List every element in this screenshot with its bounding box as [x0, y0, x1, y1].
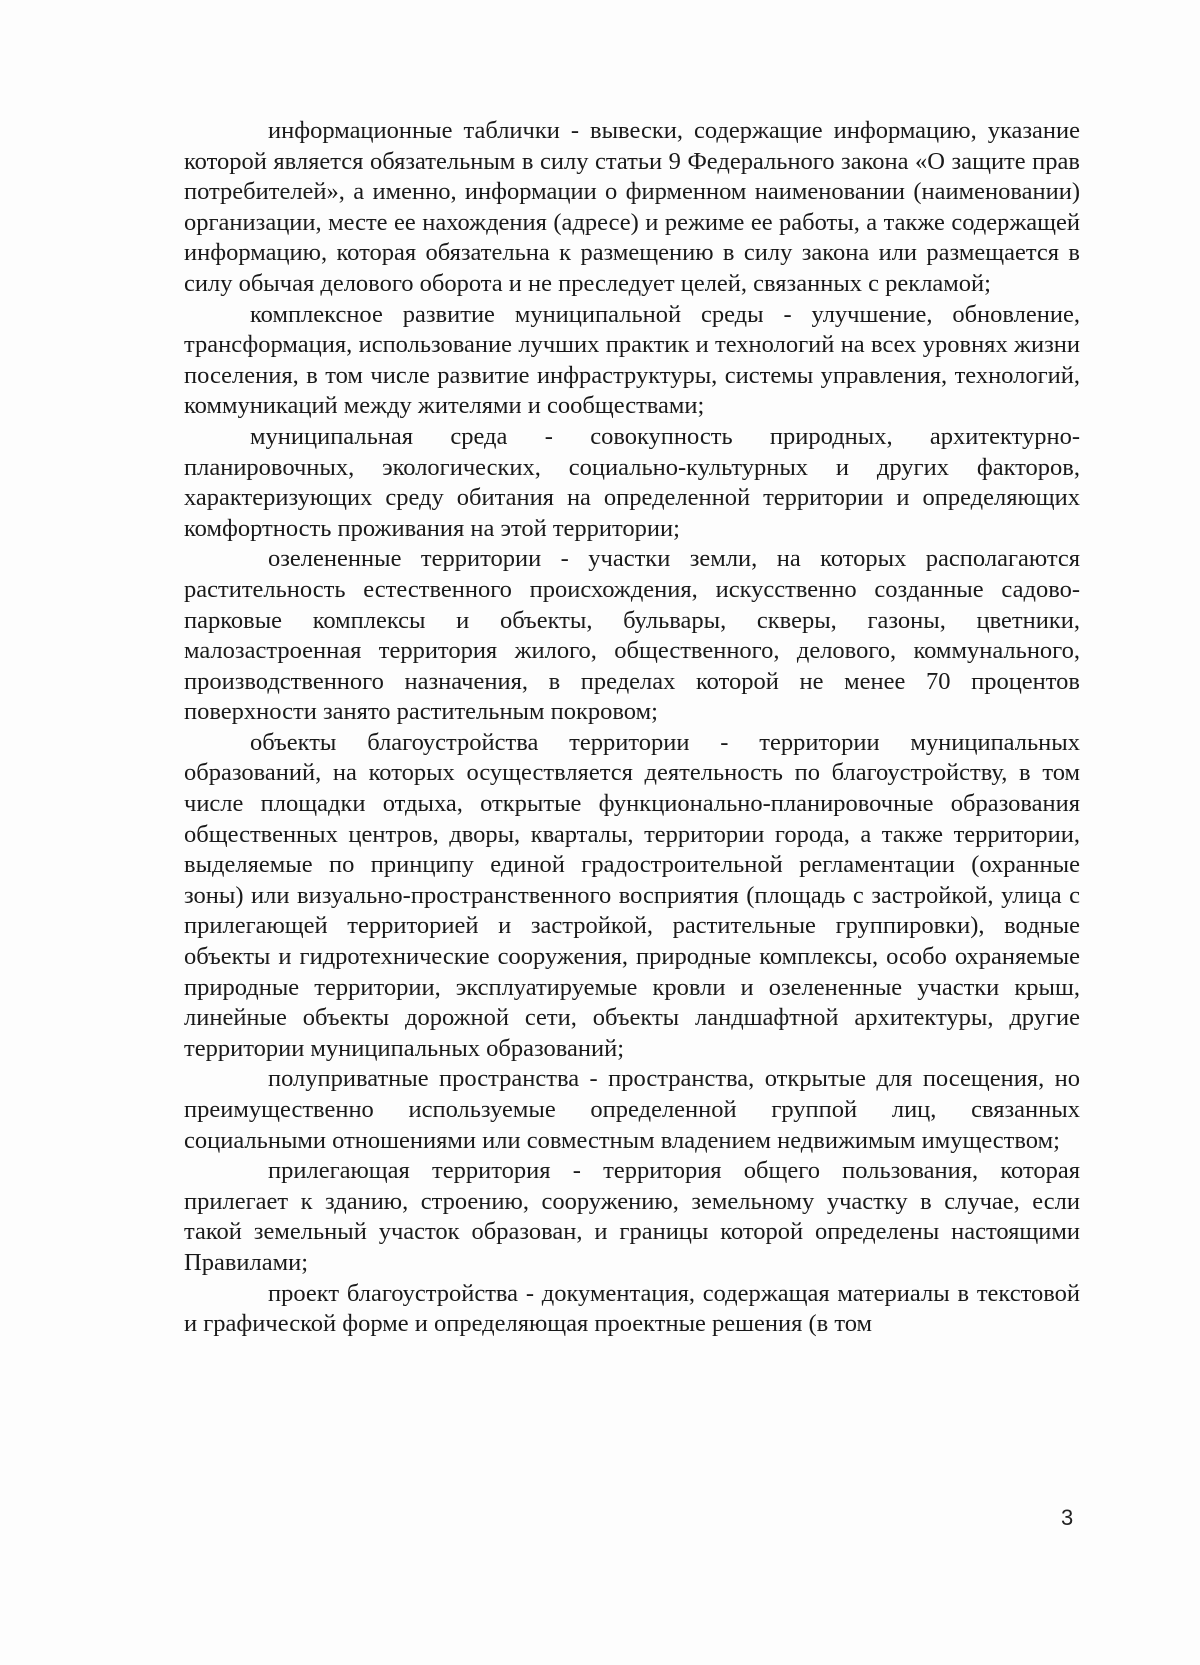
paragraph-green-territories: озелененные территории - участки земли, на которых располагаются растительность естественного происхождения, искусственно созданные садово-парковые комплексы и объекты, бульвары, скверы, газоны, цветники, малозастроенная территория жилого, общественного, делового, коммунального, производственного назначения, в пределах которой не менее 70 процентов поверхности занято растительным покровом;: [184, 545, 1080, 726]
paragraph-complex-development: комплексное развитие муниципальной среды - улучшение, обновление, трансформация, использование лучших практик и технологий на всех уровнях жизни поселения, в том числе развитие инфраструктуры, системы управления, технологий, коммуникаций между жителями и сообществами;: [184, 300, 1080, 420]
document-body: [184, 116, 1080, 1340]
paragraph-improvement-objects: объекты благоустройства территории - территории муниципальных образований, на которых осуществляется деятельность по благоустройству, в том числе площадки отдыха, открытые функционально-планировочные образования общественных центров, дворы, кварталы, территории города, а также территории, выделяемые по принципу единой градостроительной регламентации (охранные зоны) или визуально-пространственного восприятия (площадь с застройкой, улица с прилегающей территорией и застройкой, растительные группировки), водные объекты и гидротехнические сооружения, природные комплексы, особо охраняемые природные территории, эксплуатируемые кровли и озелененные участки крыш, линейные объекты дорожной сети, объекты ландшафтной архитектуры, другие территории муниципальных образований;: [184, 728, 1080, 1062]
paragraph-adjacent-territory: прилегающая территория - территория общего пользования, которая прилегает к зданию, строению, сооружению, земельному участку в случае, если такой земельный участок образован, и границы которой определены настоящими Правилами;: [184, 1157, 1080, 1276]
page-number: 3: [1061, 1505, 1074, 1530]
paragraph-information-signs: информационные таблички - вывески, содержащие информацию, указание которой является обязательным в силу статьи 9 Федерального закона «О защите прав потребителей», а именно, информации о фирменном наименовании (наименовании) организации, месте ее нахождения (адресе) и режиме ее работы, а также содержащей информацию, которая обязательна к размещению в силу закона или размещается в силу обычая делового оборота и не преследует целей, связанных с рекламой;: [184, 117, 1080, 297]
paragraph-semi-private-spaces: полуприватные пространства - пространства, открытые для посещения, но преимущественно используемые определенной группой лиц, связанных социальными отношениями или совместным владением недвижимым имуществом;: [184, 1065, 1080, 1154]
paragraph-municipal-environment: муниципальная среда - совокупность природных, архитектурно-планировочных, экологических, социально-культурных и других факторов, характеризующих среду обитания на определенной территории и определяющих комфортность проживания на этой территории;: [184, 422, 1080, 542]
paragraph-improvement-project: проект благоустройства - документация, содержащая материалы в текстовой и графической форме и определяющая проектные решения (в том: [184, 1279, 1080, 1338]
